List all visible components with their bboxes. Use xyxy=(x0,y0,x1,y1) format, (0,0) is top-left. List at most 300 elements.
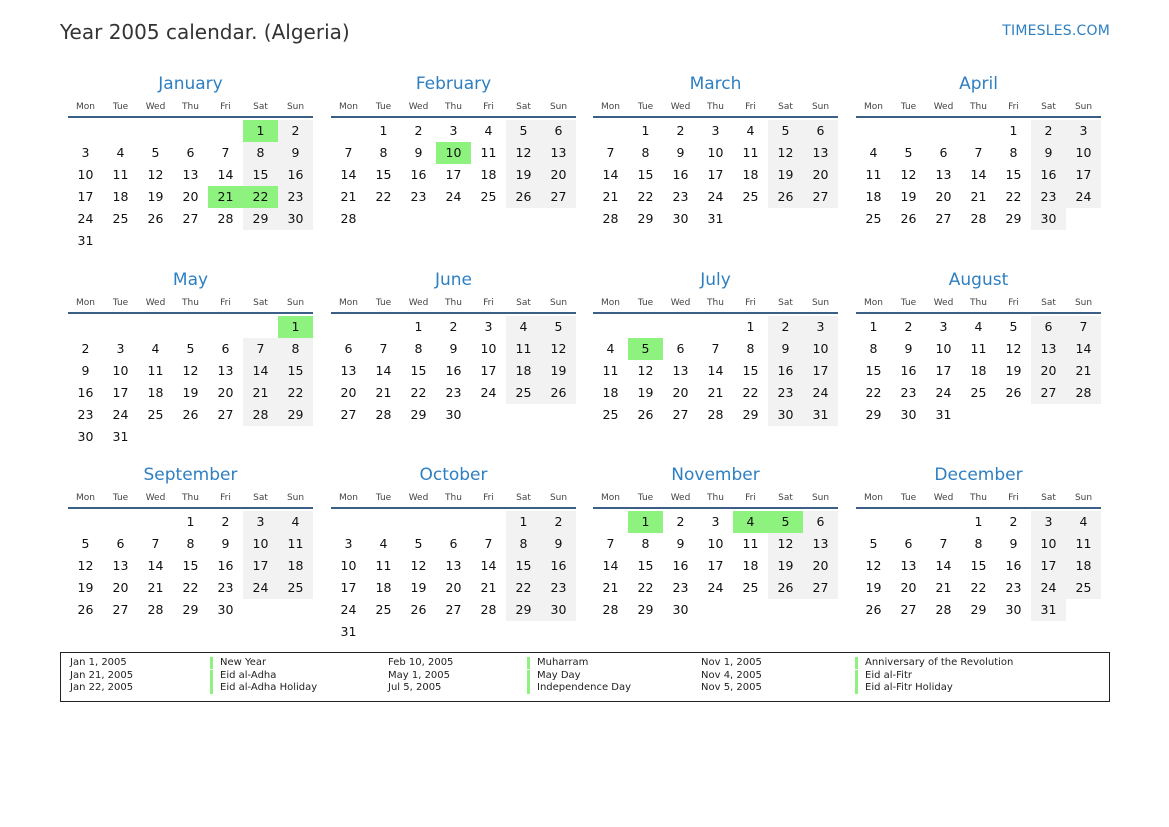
weekday-label: Fri xyxy=(1008,298,1019,308)
day-cell: 30 xyxy=(278,208,313,230)
brand-link[interactable]: TIMESLES.COM xyxy=(1002,23,1110,39)
day-cell: 19 xyxy=(865,580,882,595)
day-cell: 1 xyxy=(1009,123,1018,138)
day-cell: 16 xyxy=(672,558,689,573)
day-cell: 8 xyxy=(278,338,313,360)
day-cell: 9 xyxy=(278,142,313,164)
day-cell: 29 xyxy=(506,599,541,621)
day-cell: 4 xyxy=(151,341,160,356)
day-cell: 2 xyxy=(676,514,685,529)
day-cell: 15 xyxy=(865,363,882,378)
weekday-label: Tue xyxy=(900,102,917,112)
day-cell: 7 xyxy=(344,145,353,160)
day-cell: 3 xyxy=(1066,120,1101,142)
month-title: May xyxy=(172,270,209,290)
day-cell: 20 xyxy=(803,555,838,577)
day-cell: 30 xyxy=(768,404,803,426)
day-cell: 12 xyxy=(637,363,654,378)
day-cell: 2 xyxy=(278,120,313,142)
weekday-label: Wed xyxy=(408,493,429,503)
day-cell: 22 xyxy=(243,186,278,208)
day-cell: 3 xyxy=(484,319,493,334)
day-cell: 8 xyxy=(186,536,195,551)
day-cell: 15 xyxy=(742,363,759,378)
day-cell: 12 xyxy=(1005,341,1022,356)
day-cell: 1 xyxy=(974,514,983,529)
day-cell: 9 xyxy=(449,341,458,356)
weekday-label: Thu xyxy=(970,493,987,503)
day-cell: 27 xyxy=(445,602,462,617)
day-cell: 13 xyxy=(1031,338,1066,360)
weekday-label: Sun xyxy=(286,298,305,308)
day-cell: 28 xyxy=(340,211,357,226)
day-cell: 11 xyxy=(1066,533,1101,555)
day-cell: 12 xyxy=(506,142,541,164)
day-cell: 18 xyxy=(147,385,164,400)
day-cell: 17 xyxy=(112,385,129,400)
day-cell: 13 xyxy=(217,363,234,378)
day-cell: 4 xyxy=(506,316,541,338)
day-cell: 15 xyxy=(243,164,278,186)
day-cell: 10 xyxy=(1066,142,1101,164)
day-cell: 6 xyxy=(344,341,353,356)
day-cell: 17 xyxy=(707,558,724,573)
weekday-label: Sun xyxy=(811,298,830,308)
day-cell: 11 xyxy=(970,341,987,356)
day-cell: 9 xyxy=(676,536,685,551)
day-cell: 29 xyxy=(278,404,313,426)
day-cell: 10 xyxy=(243,533,278,555)
weekday-label: Tue xyxy=(637,298,654,308)
day-cell: 25 xyxy=(970,385,987,400)
weekday-label: Fri xyxy=(220,102,231,112)
day-cell: 3 xyxy=(1031,511,1066,533)
day-cell: 28 xyxy=(375,407,392,422)
month-header-rule xyxy=(68,507,313,509)
month-january xyxy=(68,74,313,264)
day-cell: 12 xyxy=(900,167,917,182)
day-cell: 8 xyxy=(414,341,423,356)
weekday-label: Mon xyxy=(339,298,358,308)
month-title: June xyxy=(434,270,473,290)
day-cell: 23 xyxy=(278,186,313,208)
day-cell: 29 xyxy=(410,407,427,422)
day-cell: 16 xyxy=(672,167,689,182)
day-cell: 26 xyxy=(865,602,882,617)
month-april xyxy=(856,74,1101,264)
day-cell: 23 xyxy=(1031,186,1066,208)
day-cell: 11 xyxy=(375,558,392,573)
day-cell: 13 xyxy=(340,363,357,378)
weekday-label: Sun xyxy=(1074,102,1093,112)
day-cell: 4 xyxy=(1066,511,1101,533)
day-cell: 27 xyxy=(1031,382,1066,404)
holiday-date: Jan 22, 2005 xyxy=(70,682,134,693)
day-cell: 26 xyxy=(768,577,803,599)
day-cell: 7 xyxy=(974,145,983,160)
day-cell: 14 xyxy=(243,360,278,382)
day-cell: 24 xyxy=(340,602,357,617)
day-cell: 5 xyxy=(541,316,576,338)
day-cell: 13 xyxy=(803,142,838,164)
day-cell: 20 xyxy=(445,580,462,595)
weekday-label: Thu xyxy=(707,102,724,112)
day-cell: 26 xyxy=(182,407,199,422)
weekday-label: Sun xyxy=(811,102,830,112)
day-cell: 11 xyxy=(112,167,129,182)
day-cell: 16 xyxy=(900,363,917,378)
weekday-label: Tue xyxy=(637,102,654,112)
day-cell: 14 xyxy=(1066,338,1101,360)
weekday-label: Fri xyxy=(1008,102,1019,112)
day-cell: 27 xyxy=(900,602,917,617)
day-cell: 10 xyxy=(340,558,357,573)
day-cell: 22 xyxy=(742,385,759,400)
day-cell: 19 xyxy=(147,189,164,204)
day-cell: 7 xyxy=(711,341,720,356)
day-cell: 17 xyxy=(445,167,462,182)
day-cell: 14 xyxy=(602,167,619,182)
day-cell: 10 xyxy=(112,363,129,378)
weekday-label: Tue xyxy=(900,493,917,503)
day-cell: 22 xyxy=(865,385,882,400)
day-cell: 23 xyxy=(445,385,462,400)
weekday-label: Thu xyxy=(707,493,724,503)
day-cell: 2 xyxy=(904,319,913,334)
day-cell: 23 xyxy=(900,385,917,400)
day-cell: 16 xyxy=(77,385,94,400)
day-cell: 22 xyxy=(1005,189,1022,204)
day-cell: 28 xyxy=(1066,382,1101,404)
day-cell: 20 xyxy=(182,189,199,204)
weekday-label: Fri xyxy=(220,298,231,308)
weekday-label: Mon xyxy=(76,298,95,308)
day-cell: 14 xyxy=(970,167,987,182)
month-title: August xyxy=(948,270,1009,290)
day-cell: 4 xyxy=(116,145,125,160)
day-cell: 3 xyxy=(116,341,125,356)
month-title: February xyxy=(415,74,492,94)
day-cell: 19 xyxy=(410,580,427,595)
weekday-label: Tue xyxy=(375,493,392,503)
weekday-label: Sat xyxy=(516,298,531,308)
day-cell: 18 xyxy=(375,580,392,595)
day-cell: 16 xyxy=(278,164,313,186)
day-cell: 30 xyxy=(1031,208,1066,230)
holiday-date: Nov 1, 2005 xyxy=(701,657,762,668)
day-cell: 17 xyxy=(1066,164,1101,186)
day-cell: 19 xyxy=(541,360,576,382)
day-cell: 25 xyxy=(865,211,882,226)
day-cell: 30 xyxy=(217,602,234,617)
day-cell: 22 xyxy=(637,189,654,204)
day-cell: 23 xyxy=(217,580,234,595)
weekday-label: Sun xyxy=(549,102,568,112)
weekday-label: Tue xyxy=(637,493,654,503)
day-cell: 2 xyxy=(676,123,685,138)
day-cell: 23 xyxy=(672,580,689,595)
day-cell: 24 xyxy=(707,189,724,204)
day-cell: 12 xyxy=(77,558,94,573)
day-cell: 26 xyxy=(541,382,576,404)
day-cell: 9 xyxy=(1031,142,1066,164)
day-cell: 20 xyxy=(672,385,689,400)
day-cell: 18 xyxy=(742,558,759,573)
day-cell: 28 xyxy=(602,602,619,617)
day-cell: 8 xyxy=(379,145,388,160)
day-cell: 5 xyxy=(768,511,803,533)
day-cell: 11 xyxy=(147,363,164,378)
day-cell: 25 xyxy=(742,580,759,595)
day-cell: 29 xyxy=(182,602,199,617)
day-cell: 25 xyxy=(742,189,759,204)
day-cell: 2 xyxy=(414,123,423,138)
day-cell: 7 xyxy=(606,536,615,551)
day-cell: 9 xyxy=(81,363,90,378)
day-cell: 10 xyxy=(803,338,838,360)
holiday-date: Jan 1, 2005 xyxy=(70,657,127,668)
day-cell: 7 xyxy=(939,536,948,551)
day-cell: 8 xyxy=(974,536,983,551)
day-cell: 31 xyxy=(112,429,129,444)
day-cell: 5 xyxy=(904,145,913,160)
weekday-label: Sat xyxy=(253,493,268,503)
day-cell: 9 xyxy=(541,533,576,555)
day-cell: 15 xyxy=(637,167,654,182)
day-cell: 24 xyxy=(935,385,952,400)
holiday-legend xyxy=(60,652,1110,702)
day-cell: 22 xyxy=(637,580,654,595)
day-cell: 30 xyxy=(1005,602,1022,617)
day-cell: 21 xyxy=(243,382,278,404)
month-header-rule xyxy=(856,116,1101,118)
day-cell: 19 xyxy=(768,164,803,186)
day-cell: 12 xyxy=(147,167,164,182)
weekday-label: Wed xyxy=(670,298,691,308)
day-cell: 28 xyxy=(707,407,724,422)
day-cell: 3 xyxy=(243,511,278,533)
day-cell: 9 xyxy=(1009,536,1018,551)
weekday-label: Sat xyxy=(1041,298,1056,308)
day-cell: 4 xyxy=(733,511,768,533)
day-cell: 27 xyxy=(182,211,199,226)
day-cell: 26 xyxy=(410,602,427,617)
day-cell: 28 xyxy=(970,211,987,226)
day-cell: 21 xyxy=(970,189,987,204)
weekday-label: Mon xyxy=(864,298,883,308)
month-header-rule xyxy=(68,116,313,118)
weekday-label: Sat xyxy=(516,493,531,503)
day-cell: 1 xyxy=(243,120,278,142)
weekday-label: Wed xyxy=(933,493,954,503)
weekday-label: Sat xyxy=(516,102,531,112)
day-cell: 14 xyxy=(147,558,164,573)
day-cell: 15 xyxy=(182,558,199,573)
day-cell: 8 xyxy=(641,145,650,160)
day-cell: 21 xyxy=(935,580,952,595)
holiday-date: Feb 10, 2005 xyxy=(388,657,454,668)
day-cell: 21 xyxy=(147,580,164,595)
month-header-rule xyxy=(331,507,576,509)
month-header-rule xyxy=(68,312,313,314)
day-cell: 10 xyxy=(1031,533,1066,555)
day-cell: 18 xyxy=(602,385,619,400)
day-cell: 1 xyxy=(278,316,313,338)
holiday-name: Muharram xyxy=(527,657,588,669)
day-cell: 18 xyxy=(480,167,497,182)
day-cell: 26 xyxy=(637,407,654,422)
weekday-label: Wed xyxy=(933,298,954,308)
day-cell: 18 xyxy=(278,555,313,577)
day-cell: 8 xyxy=(243,142,278,164)
weekday-label: Thu xyxy=(182,493,199,503)
day-cell: 25 xyxy=(278,577,313,599)
weekday-label: Fri xyxy=(1008,493,1019,503)
day-cell: 1 xyxy=(628,511,663,533)
day-cell: 5 xyxy=(628,338,663,360)
day-cell: 13 xyxy=(803,533,838,555)
holiday-name: Anniversary of the Revolution xyxy=(855,657,1013,669)
holiday-date: May 1, 2005 xyxy=(388,670,451,681)
day-cell: 24 xyxy=(445,189,462,204)
day-cell: 30 xyxy=(900,407,917,422)
weekday-label: Fri xyxy=(483,102,494,112)
day-cell: 12 xyxy=(541,338,576,360)
day-cell: 14 xyxy=(340,167,357,182)
day-cell: 4 xyxy=(869,145,878,160)
day-cell: 9 xyxy=(221,536,230,551)
holiday-name: May Day xyxy=(527,670,581,682)
day-cell: 15 xyxy=(278,360,313,382)
day-cell: 26 xyxy=(900,211,917,226)
month-march xyxy=(593,74,838,264)
day-cell: 4 xyxy=(974,319,983,334)
day-cell: 17 xyxy=(480,363,497,378)
day-cell: 17 xyxy=(243,555,278,577)
month-june xyxy=(331,270,576,460)
day-cell: 7 xyxy=(379,341,388,356)
day-cell: 20 xyxy=(1031,360,1066,382)
day-cell: 29 xyxy=(1005,211,1022,226)
day-cell: 25 xyxy=(112,211,129,226)
weekday-label: Tue xyxy=(112,493,129,503)
month-august xyxy=(856,270,1101,460)
day-cell: 24 xyxy=(243,577,278,599)
holiday-name: Eid al-Fitr xyxy=(855,670,912,682)
day-cell: 14 xyxy=(602,558,619,573)
day-cell: 11 xyxy=(480,145,497,160)
day-cell: 12 xyxy=(768,533,803,555)
day-cell: 19 xyxy=(182,385,199,400)
day-cell: 19 xyxy=(768,555,803,577)
day-cell: 10 xyxy=(707,145,724,160)
holiday-name: Independence Day xyxy=(527,682,631,694)
day-cell: 16 xyxy=(445,363,462,378)
weekday-label: Thu xyxy=(970,298,987,308)
weekday-label: Mon xyxy=(601,102,620,112)
month-title: October xyxy=(419,465,488,485)
day-cell: 6 xyxy=(939,145,948,160)
day-cell: 29 xyxy=(637,602,654,617)
day-cell: 22 xyxy=(970,580,987,595)
day-cell: 6 xyxy=(803,120,838,142)
weekday-label: Fri xyxy=(220,493,231,503)
day-cell: 13 xyxy=(900,558,917,573)
weekday-label: Fri xyxy=(745,298,756,308)
weekday-label: Wed xyxy=(670,493,691,503)
day-cell: 12 xyxy=(768,142,803,164)
day-cell: 24 xyxy=(77,211,94,226)
holiday-date: Jan 21, 2005 xyxy=(70,670,134,681)
weekday-label: Wed xyxy=(408,298,429,308)
day-cell: 17 xyxy=(340,580,357,595)
weekday-label: Tue xyxy=(375,102,392,112)
day-cell: 28 xyxy=(480,602,497,617)
day-cell: 14 xyxy=(217,167,234,182)
month-title: November xyxy=(671,465,760,485)
day-cell: 19 xyxy=(900,189,917,204)
month-header-rule xyxy=(856,312,1101,314)
day-cell: 25 xyxy=(480,189,497,204)
weekday-label: Wed xyxy=(408,102,429,112)
month-header-rule xyxy=(593,312,838,314)
day-cell: 10 xyxy=(436,142,471,164)
holiday-name: New Year xyxy=(210,657,266,669)
weekday-label: Tue xyxy=(900,298,917,308)
day-cell: 8 xyxy=(641,536,650,551)
weekday-label: Sat xyxy=(253,298,268,308)
day-cell: 21 xyxy=(602,580,619,595)
day-cell: 16 xyxy=(410,167,427,182)
day-cell: 15 xyxy=(1005,167,1022,182)
day-cell: 22 xyxy=(375,189,392,204)
day-cell: 5 xyxy=(1009,319,1018,334)
day-cell: 27 xyxy=(935,211,952,226)
day-cell: 13 xyxy=(112,558,129,573)
day-cell: 9 xyxy=(768,338,803,360)
day-cell: 31 xyxy=(707,211,724,226)
day-cell: 17 xyxy=(803,360,838,382)
month-title: September xyxy=(143,465,238,485)
day-cell: 23 xyxy=(672,189,689,204)
day-cell: 15 xyxy=(410,363,427,378)
day-cell: 15 xyxy=(506,555,541,577)
month-header-rule xyxy=(331,116,576,118)
month-header-rule xyxy=(856,507,1101,509)
day-cell: 29 xyxy=(243,208,278,230)
weekday-label: Mon xyxy=(339,102,358,112)
day-cell: 6 xyxy=(541,120,576,142)
day-cell: 16 xyxy=(1031,164,1066,186)
weekday-label: Tue xyxy=(375,298,392,308)
day-cell: 18 xyxy=(970,363,987,378)
holiday-date: Nov 4, 2005 xyxy=(701,670,762,681)
day-cell: 31 xyxy=(340,624,357,639)
day-cell: 24 xyxy=(803,382,838,404)
day-cell: 2 xyxy=(541,511,576,533)
weekday-label: Thu xyxy=(445,102,462,112)
month-february xyxy=(331,74,576,264)
day-cell: 27 xyxy=(672,407,689,422)
day-cell: 21 xyxy=(340,189,357,204)
day-cell: 1 xyxy=(414,319,423,334)
day-cell: 26 xyxy=(77,602,94,617)
day-cell: 23 xyxy=(410,189,427,204)
weekday-label: Sat xyxy=(778,298,793,308)
day-cell: 6 xyxy=(186,145,195,160)
day-cell: 28 xyxy=(935,602,952,617)
day-cell: 23 xyxy=(541,577,576,599)
